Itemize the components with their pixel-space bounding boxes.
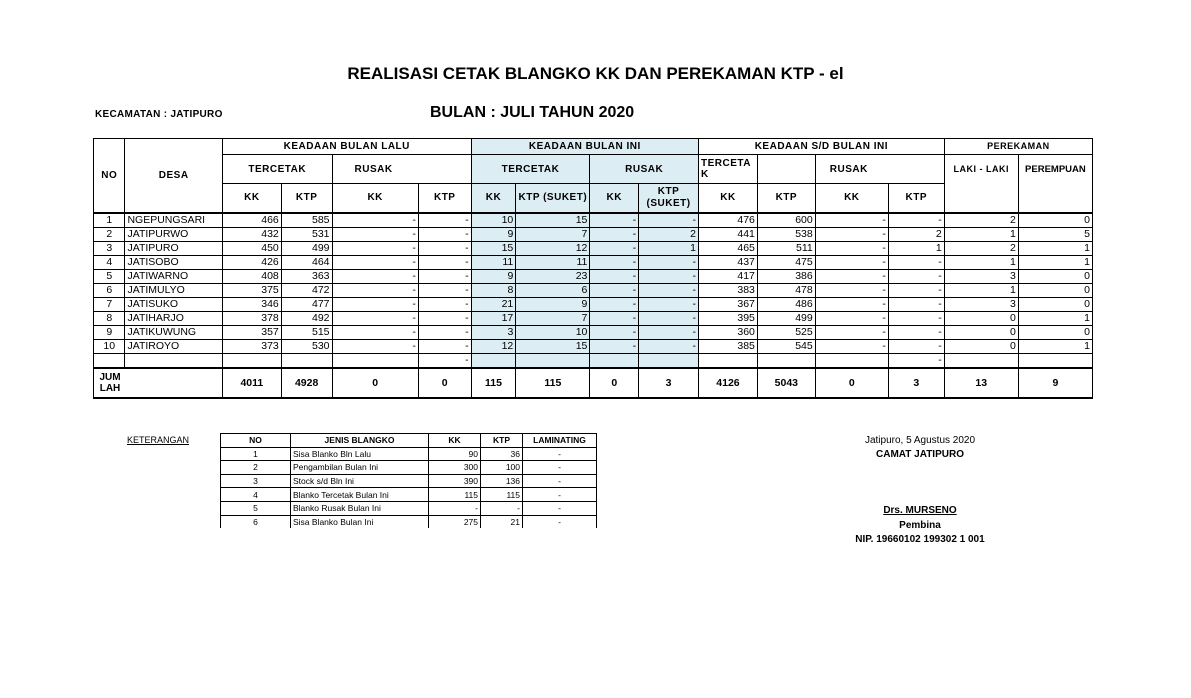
header-desa: DESA xyxy=(125,139,222,214)
cell-desa: JATISOBO xyxy=(125,256,222,270)
cell-ll-ktp: 492 xyxy=(281,312,332,326)
cell-sd-ktp: 538 xyxy=(757,228,815,242)
cell-ll-ktp: 531 xyxy=(281,228,332,242)
cell-sd-kk: 437 xyxy=(699,256,758,270)
cell-ll-kk: 378 xyxy=(222,312,281,326)
table-row xyxy=(94,213,1093,228)
ket-cell-ktp: 100 xyxy=(481,461,523,475)
cell-ll-rktp: - xyxy=(418,312,471,326)
cell-ll-rkk: - xyxy=(332,340,418,354)
cell-ll-rkk: - xyxy=(332,256,418,270)
cell-laki: 3 xyxy=(944,298,1018,312)
cell-sd-kk: 441 xyxy=(699,228,758,242)
ket-cell-kk: 90 xyxy=(429,447,481,461)
ket-cell-ktp: 136 xyxy=(481,474,523,488)
total-bi-ktp: 115 xyxy=(516,368,590,398)
cell-sd-rktp: - xyxy=(888,213,944,228)
signature-rank: Pembina xyxy=(899,520,941,531)
signature-nip: NIP. 19660102 199302 1 001 xyxy=(855,534,985,545)
ket-cell-no: 4 xyxy=(221,488,291,502)
ket-cell-kk: 115 xyxy=(429,488,481,502)
total-sd-ktp: 5043 xyxy=(757,368,815,398)
cell-bi-rktp: - xyxy=(639,256,699,270)
cell-sd-kk: 476 xyxy=(699,213,758,228)
cell-sd-rkk: - xyxy=(815,326,888,340)
cell-perempuan: 0 xyxy=(1018,284,1092,298)
keterangan-row xyxy=(221,474,597,488)
cell-sd-rkk: - xyxy=(815,213,888,228)
total-perempuan: 9 xyxy=(1018,368,1092,398)
cell-bi-kk: 17 xyxy=(471,312,516,326)
keterangan-row xyxy=(221,488,597,502)
cell-bi-rkk: - xyxy=(590,213,639,228)
table-row xyxy=(94,284,1093,298)
cell-bi-rktp: 1 xyxy=(639,242,699,256)
cell-ll-ktp: 515 xyxy=(281,326,332,340)
cell-laki: 1 xyxy=(944,284,1018,298)
cell-no: 5 xyxy=(94,270,125,284)
cell-sd-ktp: 525 xyxy=(757,326,815,340)
header-sd-ktp: KTP xyxy=(757,184,815,214)
blank-row xyxy=(94,354,1093,369)
blank-sd-rktp: - xyxy=(888,354,944,369)
header-sd-rkk: KK xyxy=(815,184,888,214)
cell-bi-rkk: - xyxy=(590,312,639,326)
ket-cell-jenis: Blanko Rusak Bulan Ini xyxy=(291,501,429,515)
ket-cell-jenis: Blanko Tercetak Bulan Ini xyxy=(291,488,429,502)
cell-no: 9 xyxy=(94,326,125,340)
cell-perempuan: 0 xyxy=(1018,213,1092,228)
cell-perempuan: 0 xyxy=(1018,298,1092,312)
cell-sd-kk: 383 xyxy=(699,284,758,298)
cell-bi-kk: 9 xyxy=(471,270,516,284)
header-no: NO xyxy=(94,139,125,214)
cell-perempuan: 0 xyxy=(1018,326,1092,340)
cell-ll-kk: 450 xyxy=(222,242,281,256)
header-bi-tercetak: TERCETAK xyxy=(471,155,590,184)
header-bi-rusak: RUSAK xyxy=(590,155,699,184)
ket-cell-ktp: 36 xyxy=(481,447,523,461)
cell-sd-kk: 360 xyxy=(699,326,758,340)
cell-sd-kk: 385 xyxy=(699,340,758,354)
cell-no: 7 xyxy=(94,298,125,312)
cell-bi-ktp: 7 xyxy=(516,228,590,242)
cell-sd-rktp: 1 xyxy=(888,242,944,256)
cell-laki: 0 xyxy=(944,326,1018,340)
cell-no: 10 xyxy=(94,340,125,354)
cell-no: 8 xyxy=(94,312,125,326)
keterangan-label: KETERANGAN xyxy=(127,435,190,445)
total-ll-kk: 4011 xyxy=(222,368,281,398)
cell-perempuan: 1 xyxy=(1018,256,1092,270)
cell-ll-ktp: 477 xyxy=(281,298,332,312)
signature-office: CAMAT JATIPURO xyxy=(876,449,964,460)
cell-desa: JATISUKO xyxy=(125,298,222,312)
ket-header-jenis: JENIS BLANGKO xyxy=(291,434,429,448)
cell-ll-kk: 426 xyxy=(222,256,281,270)
cell-bi-rkk: - xyxy=(590,256,639,270)
cell-perempuan: 1 xyxy=(1018,340,1092,354)
header-row-2 xyxy=(94,155,1093,184)
cell-bi-rkk: - xyxy=(590,326,639,340)
cell-sd-rkk: - xyxy=(815,242,888,256)
ket-cell-laminating: - xyxy=(523,515,597,528)
cell-bi-ktp: 7 xyxy=(516,312,590,326)
table-row xyxy=(94,256,1093,270)
ket-cell-ktp: 21 xyxy=(481,515,523,528)
cell-perempuan: 0 xyxy=(1018,270,1092,284)
total-bi-rktp: 3 xyxy=(639,368,699,398)
ket-cell-no: 5 xyxy=(221,501,291,515)
cell-ll-rktp: - xyxy=(418,228,471,242)
cell-desa: NGEPUNGSARI xyxy=(125,213,222,228)
ket-cell-laminating: - xyxy=(523,447,597,461)
cell-ll-rktp: - xyxy=(418,270,471,284)
cell-no: 2 xyxy=(94,228,125,242)
cell-bi-rktp: - xyxy=(639,340,699,354)
total-ll-ktp: 4928 xyxy=(281,368,332,398)
cell-bi-rktp: - xyxy=(639,326,699,340)
cell-bi-ktp: 9 xyxy=(516,298,590,312)
cell-bi-ktp: 23 xyxy=(516,270,590,284)
realisasi-table xyxy=(93,138,1093,399)
ket-cell-ktp: 115 xyxy=(481,488,523,502)
cell-sd-rktp: - xyxy=(888,270,944,284)
ket-cell-laminating: - xyxy=(523,474,597,488)
ket-cell-kk: 390 xyxy=(429,474,481,488)
cell-sd-rktp: - xyxy=(888,298,944,312)
ket-header-laminating: LAMINATING xyxy=(523,434,597,448)
total-sd-rkk: 0 xyxy=(815,368,888,398)
cell-ll-kk: 432 xyxy=(222,228,281,242)
keterangan-header xyxy=(221,434,597,448)
cell-bi-rktp: - xyxy=(639,213,699,228)
cell-laki: 0 xyxy=(944,312,1018,326)
cell-sd-rkk: - xyxy=(815,298,888,312)
cell-ll-rkk: - xyxy=(332,213,418,228)
table-row xyxy=(94,340,1093,354)
cell-no: 4 xyxy=(94,256,125,270)
cell-bi-rkk: - xyxy=(590,298,639,312)
header-ll-ktp: KTP xyxy=(281,184,332,214)
total-sd-rktp: 3 xyxy=(888,368,944,398)
cell-no: 6 xyxy=(94,284,125,298)
table-row xyxy=(94,228,1093,242)
header-ll-kk: KK xyxy=(222,184,281,214)
cell-ll-rkk: - xyxy=(332,312,418,326)
cell-ll-rkk: - xyxy=(332,242,418,256)
total-bi-kk: 115 xyxy=(471,368,516,398)
cell-laki: 0 xyxy=(944,340,1018,354)
table-row xyxy=(94,312,1093,326)
cell-sd-rkk: - xyxy=(815,312,888,326)
cell-bi-ktp: 11 xyxy=(516,256,590,270)
cell-bi-ktp: 10 xyxy=(516,326,590,340)
cell-desa: JATIWARNO xyxy=(125,270,222,284)
cell-ll-rktp: - xyxy=(418,340,471,354)
cell-no: 3 xyxy=(94,242,125,256)
ket-cell-laminating: - xyxy=(523,488,597,502)
cell-bi-rkk: - xyxy=(590,340,639,354)
ket-cell-kk: 275 xyxy=(429,515,481,528)
cell-sd-rkk: - xyxy=(815,270,888,284)
cell-sd-rktp: - xyxy=(888,312,944,326)
cell-laki: 2 xyxy=(944,242,1018,256)
cell-bi-rkk: - xyxy=(590,228,639,242)
cell-laki: 1 xyxy=(944,256,1018,270)
ket-cell-jenis: Sisa Blanko Bln Lalu xyxy=(291,447,429,461)
cell-ll-kk: 375 xyxy=(222,284,281,298)
cell-ll-rktp: - xyxy=(418,284,471,298)
table-row xyxy=(94,326,1093,340)
cell-laki: 1 xyxy=(944,228,1018,242)
keterangan-row xyxy=(221,501,597,515)
cell-bi-rkk: - xyxy=(590,242,639,256)
ket-cell-jenis: Pengambilan Bulan Ini xyxy=(291,461,429,475)
header-sd-rktp: KTP xyxy=(888,184,944,214)
keterangan-row xyxy=(221,447,597,461)
header-perekaman: PEREKAMAN xyxy=(944,139,1092,155)
cell-ll-kk: 357 xyxy=(222,326,281,340)
cell-bi-ktp: 6 xyxy=(516,284,590,298)
cell-sd-ktp: 386 xyxy=(757,270,815,284)
header-row-1 xyxy=(94,139,1093,155)
cell-ll-rkk: - xyxy=(332,326,418,340)
cell-bi-rktp: - xyxy=(639,270,699,284)
cell-perempuan: 1 xyxy=(1018,242,1092,256)
cell-bi-rktp: - xyxy=(639,298,699,312)
ket-cell-kk: - xyxy=(429,501,481,515)
cell-ll-rkk: - xyxy=(332,228,418,242)
ket-cell-no: 2 xyxy=(221,461,291,475)
header-bi-ktp: KTP (SUKET) xyxy=(516,184,590,214)
cell-bi-rkk: - xyxy=(590,284,639,298)
keterangan-table xyxy=(220,433,597,528)
cell-sd-kk: 417 xyxy=(699,270,758,284)
cell-perempuan: 1 xyxy=(1018,312,1092,326)
cell-ll-rktp: - xyxy=(418,256,471,270)
cell-no: 1 xyxy=(94,213,125,228)
ket-cell-no: 1 xyxy=(221,447,291,461)
cell-ll-rktp: - xyxy=(418,213,471,228)
header-bi-rktp: KTP (SUKET) xyxy=(639,184,699,214)
cell-ll-rktp: - xyxy=(418,298,471,312)
header-sd-bulan-ini: KEADAAN S/D BULAN INI xyxy=(699,139,945,155)
data-rows xyxy=(94,213,1093,354)
cell-sd-kk: 367 xyxy=(699,298,758,312)
cell-sd-rktp: 2 xyxy=(888,228,944,242)
cell-bi-rktp: 2 xyxy=(639,228,699,242)
ket-cell-no: 6 xyxy=(221,515,291,528)
header-sd-rusak: RUSAK xyxy=(815,155,944,184)
cell-ll-rktp: - xyxy=(418,326,471,340)
cell-ll-kk: 346 xyxy=(222,298,281,312)
total-ll-rkk: 0 xyxy=(332,368,418,398)
cell-sd-ktp: 475 xyxy=(757,256,815,270)
header-sd-kk: KK xyxy=(699,184,758,214)
cell-bi-kk: 3 xyxy=(471,326,516,340)
cell-sd-ktp: 478 xyxy=(757,284,815,298)
header-bi-rkk: KK xyxy=(590,184,639,214)
cell-desa: JATIMULYO xyxy=(125,284,222,298)
cell-sd-rkk: - xyxy=(815,340,888,354)
cell-desa: JATIROYO xyxy=(125,340,222,354)
ket-cell-kk: 300 xyxy=(429,461,481,475)
cell-sd-kk: 465 xyxy=(699,242,758,256)
cell-bi-rkk: - xyxy=(590,270,639,284)
cell-bi-ktp: 15 xyxy=(516,213,590,228)
cell-sd-rktp: - xyxy=(888,326,944,340)
cell-ll-ktp: 530 xyxy=(281,340,332,354)
cell-desa: JATIPURWO xyxy=(125,228,222,242)
cell-ll-ktp: 585 xyxy=(281,213,332,228)
header-sd-tercetak: TERCETA K xyxy=(699,155,758,184)
header-laki: LAKI - LAKI xyxy=(944,155,1018,214)
cell-ll-kk: 466 xyxy=(222,213,281,228)
cell-bi-kk: 15 xyxy=(471,242,516,256)
cell-sd-kk: 395 xyxy=(699,312,758,326)
cell-bi-rktp: - xyxy=(639,284,699,298)
keterangan-row xyxy=(221,461,597,475)
header-ll-tercetak: TERCETAK xyxy=(222,155,332,184)
ket-header-kk: KK xyxy=(429,434,481,448)
cell-perempuan: 5 xyxy=(1018,228,1092,242)
cell-ll-ktp: 472 xyxy=(281,284,332,298)
ket-header-ktp: KTP xyxy=(481,434,523,448)
cell-ll-rkk: - xyxy=(332,284,418,298)
cell-sd-ktp: 486 xyxy=(757,298,815,312)
cell-bi-rktp: - xyxy=(639,312,699,326)
header-row-3 xyxy=(94,184,1093,214)
cell-sd-rkk: - xyxy=(815,284,888,298)
cell-bi-kk: 10 xyxy=(471,213,516,228)
ket-cell-laminating: - xyxy=(523,501,597,515)
cell-desa: JATIHARJO xyxy=(125,312,222,326)
ket-cell-jenis: Stock s/d Bln Ini xyxy=(291,474,429,488)
signature-name: Drs. MURSENO xyxy=(883,505,957,516)
ket-cell-laminating: - xyxy=(523,461,597,475)
cell-sd-ktp: 545 xyxy=(757,340,815,354)
cell-bi-kk: 12 xyxy=(471,340,516,354)
header-ll-rusak: RUSAK xyxy=(332,155,471,184)
table-row xyxy=(94,298,1093,312)
report-title: REALISASI CETAK BLANGKO KK DAN PEREKAMAN KTP - el xyxy=(347,64,844,83)
cell-sd-ktp: 511 xyxy=(757,242,815,256)
ket-cell-jenis: Sisa Blanko Bulan Ini xyxy=(291,515,429,528)
cell-ll-rkk: - xyxy=(332,298,418,312)
cell-sd-rkk: - xyxy=(815,228,888,242)
header-ll-rktp: KTP xyxy=(418,184,471,214)
ket-header-no: NO xyxy=(221,434,291,448)
cell-ll-kk: 408 xyxy=(222,270,281,284)
cell-ll-ktp: 464 xyxy=(281,256,332,270)
header-bi-kk: KK xyxy=(471,184,516,214)
cell-ll-ktp: 499 xyxy=(281,242,332,256)
keterangan-row xyxy=(221,515,597,528)
header-perempuan: PEREMPUAN xyxy=(1018,155,1092,214)
kecamatan-label: KECAMATAN : JATIPURO xyxy=(95,109,223,120)
cell-ll-rkk: - xyxy=(332,270,418,284)
cell-sd-rktp: - xyxy=(888,340,944,354)
cell-laki: 2 xyxy=(944,213,1018,228)
cell-ll-kk: 373 xyxy=(222,340,281,354)
cell-laki: 3 xyxy=(944,270,1018,284)
signature-place-date: Jatipuro, 5 Agustus 2020 xyxy=(864,435,976,446)
blank-ll-rktp: - xyxy=(418,354,471,369)
total-sd-kk: 4126 xyxy=(699,368,758,398)
cell-sd-ktp: 600 xyxy=(757,213,815,228)
cell-desa: JATIPURO xyxy=(125,242,222,256)
total-row xyxy=(94,368,1093,398)
cell-sd-rktp: - xyxy=(888,256,944,270)
cell-bi-kk: 8 xyxy=(471,284,516,298)
cell-sd-ktp: 499 xyxy=(757,312,815,326)
cell-bi-kk: 11 xyxy=(471,256,516,270)
header-bulan-lalu: KEADAAN BULAN LALU xyxy=(222,139,471,155)
table-row xyxy=(94,242,1093,256)
header-ll-rkk: KK xyxy=(332,184,418,214)
total-laki: 13 xyxy=(944,368,1018,398)
ket-cell-ktp: - xyxy=(481,501,523,515)
total-bi-rkk: 0 xyxy=(590,368,639,398)
cell-ll-ktp: 363 xyxy=(281,270,332,284)
total-label: JUM LAH xyxy=(94,368,223,398)
cell-bi-ktp: 15 xyxy=(516,340,590,354)
cell-bi-kk: 9 xyxy=(471,228,516,242)
total-ll-rktp: 0 xyxy=(418,368,471,398)
header-bulan-ini: KEADAAN BULAN INI xyxy=(471,139,698,155)
cell-desa: JATIKUWUNG xyxy=(125,326,222,340)
cell-bi-ktp: 12 xyxy=(516,242,590,256)
cell-sd-rktp: - xyxy=(888,284,944,298)
ket-cell-no: 3 xyxy=(221,474,291,488)
cell-ll-rktp: - xyxy=(418,242,471,256)
cell-bi-kk: 21 xyxy=(471,298,516,312)
cell-sd-rkk: - xyxy=(815,256,888,270)
period-label: BULAN : JULI TAHUN 2020 xyxy=(430,104,635,121)
table-row xyxy=(94,270,1093,284)
